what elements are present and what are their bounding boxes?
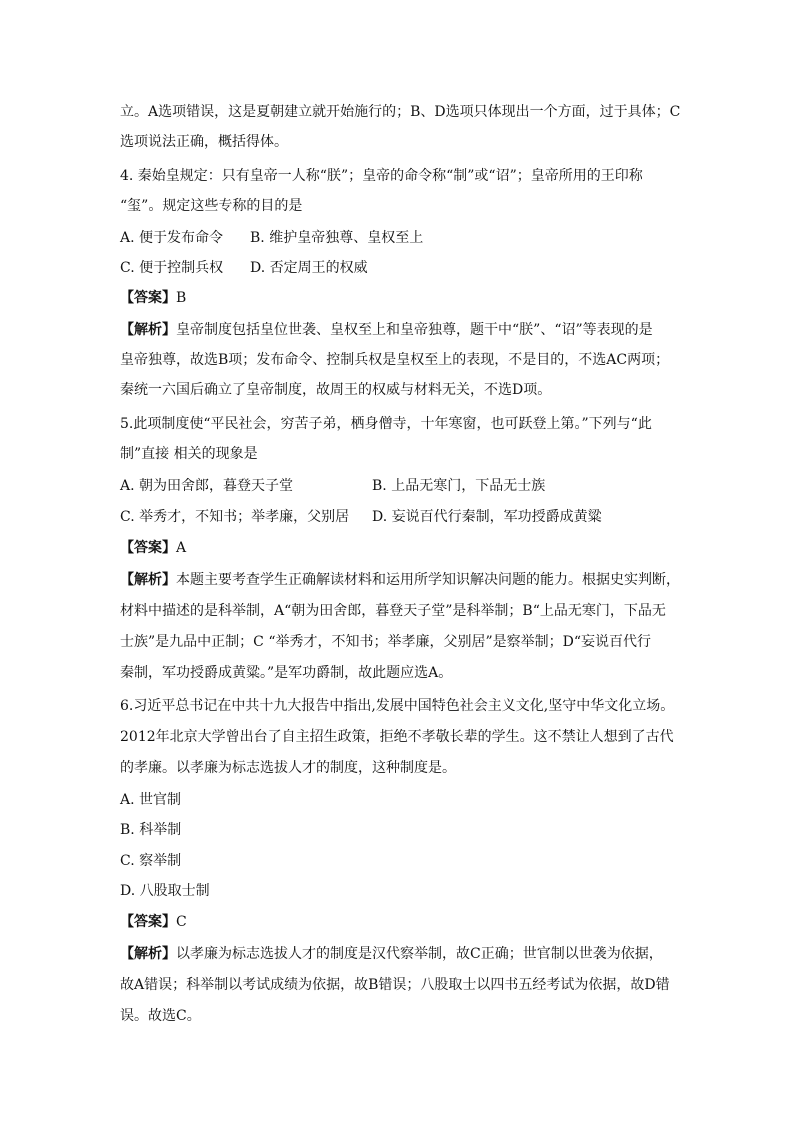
q6-option-d: D. 八股取士制: [120, 883, 210, 899]
q4-option-d: D. 否定周王的权威: [250, 260, 368, 276]
q5-stem-line-1: 5.此项制度使“平民社会，穷苦子弟，栖身僧寺，十年寒窗，也可跃登上第。”下列与“此: [120, 416, 652, 432]
q4-analysis-line-2: 皇帝独尊，故选B项；发布命令、控制兵权是皇权至上的表现，不是目的，不选AC两项；: [120, 352, 670, 368]
q5-analysis-text-1: 本题主要考查学生正确解读材料和运用所学知识解决问题的能力。根据史实判断，: [176, 572, 680, 588]
q4-stem-line-1: 4. 秦始皇规定：只有皇帝一人称“朕”；皇帝的命令称“制”或“诏”；皇帝所用的王印称: [120, 168, 643, 184]
q5-analysis-line-4: 秦制，军功授爵成黄粱。”是军功爵制，故此题应选A。: [120, 665, 453, 681]
q4-option-b: B. 维护皇帝独尊、皇权至上: [250, 230, 424, 246]
q5-option-c: C. 举秀才，不知书；举孝廉，父别居: [120, 509, 350, 525]
q4-option-c: C. 便于控制兵权: [120, 260, 224, 276]
q6-answer-tag: 【答案】: [120, 914, 176, 930]
q5-answer-value: A: [176, 540, 187, 556]
q4-answer: [120, 288, 186, 308]
q6-analysis-text-1: 以孝廉为标志选拔人才的制度是汉代察举制，故C正确；世官制以世袭为依据，: [176, 946, 663, 962]
q6-analysis-line-1: [120, 944, 663, 964]
q5-answer-tag: 【答案】: [120, 540, 176, 556]
q5-option-b: B. 上品无寒门，下品无士族: [372, 478, 546, 494]
q4-analysis-text-1: 皇帝制度包括皇位世袭、皇权至上和皇帝独尊，题干中“朕”、“诏”等表现的是: [176, 322, 653, 338]
q6-stem-line-1: 6.习近平总书记在中共十九大报告中指出,发展中国特色社会主义文化,坚守中华文化立场。: [120, 698, 675, 714]
q5-stem-line-2: 制”直接 相关的现象是: [120, 446, 258, 462]
q5-analysis-line-3: 士族”是九品中正制；C “举秀才，不知书；举孝廉，父别居”是察举制；D“妄说百代行: [120, 634, 652, 650]
q4-answer-value: B: [176, 290, 187, 306]
q4-option-a: A. 便于发布命令: [120, 230, 224, 246]
q6-analysis-tag: 【解析】: [120, 946, 176, 962]
q5-analysis-tag: 【解析】: [120, 572, 176, 588]
q4-analysis-tag: 【解析】: [120, 322, 176, 338]
q4-analysis-line-1: [120, 320, 653, 340]
q6-stem-line-3: 的孝廉。以孝廉为标志选拔人才的制度，这种制度是。: [120, 760, 456, 776]
q6-analysis-line-2: 故A错误；科举制以考试成绩为依据，故B错误；八股取士以四书五经考试为依据，故D错: [120, 977, 670, 993]
prev-analysis-line-1: 立。A选项错误，这是夏朝建立就开始施行的；B、D选项只体现出一个方面，过于具体；C: [120, 104, 681, 120]
q6-answer-value: C: [176, 914, 187, 930]
q6-answer: [120, 912, 187, 932]
q6-option-c: C. 察举制: [120, 853, 182, 869]
q5-option-a: A. 朝为田舍郎，暮登天子堂: [120, 478, 294, 494]
q5-answer: [120, 538, 186, 558]
q6-option-b: B. 科举制: [120, 822, 182, 838]
q4-analysis-line-3: 秦统一六国后确立了皇帝制度，故周王的权威与材料无关，不选D项。: [120, 382, 552, 398]
q6-option-a: A. 世官制: [120, 792, 182, 808]
q5-analysis-line-1: [120, 570, 680, 590]
q5-option-d: D. 妄说百代行秦制，军功授爵成黄粱: [372, 509, 602, 525]
prev-analysis-line-2: 选项说法正确，概括得体。: [120, 134, 288, 150]
q4-stem-line-2: “玺”。规定这些专称的目的是: [120, 198, 303, 214]
q5-analysis-line-2: 材料中描述的是科举制，A“朝为田舍郎，暮登天子堂”是科举制；B“上品无寒门，下品无: [120, 603, 666, 619]
q4-answer-tag: 【答案】: [120, 290, 176, 306]
q6-analysis-line-3: 误。故选C。: [120, 1008, 201, 1024]
q6-stem-line-2: 2012年北京大学曾出台了自主招生政策，拒绝不孝敬长辈的学生。这不禁让人想到了古代: [120, 729, 674, 745]
